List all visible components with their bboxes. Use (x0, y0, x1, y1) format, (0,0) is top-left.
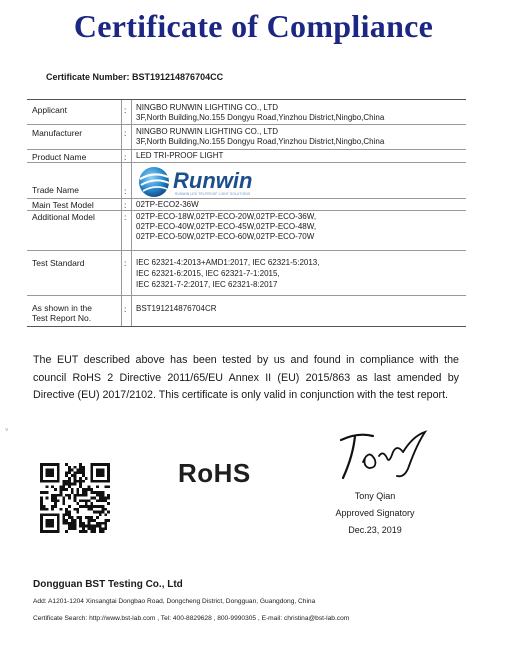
page-marker: ˅ (5, 428, 9, 434)
additional-model-line: 02TP-ECO-40W,02TP-ECO-45W,02TP-ECO-48W, (136, 222, 317, 231)
test-report-number: BST191214876704CR (136, 304, 217, 313)
colon: : (124, 258, 127, 268)
test-report-label: Test Report No. (32, 313, 92, 323)
test-report-label: As shown in the (32, 303, 93, 313)
signatory-role: Approved Signatory (335, 508, 415, 518)
main-test-model-label: Main Test Model (32, 200, 94, 210)
trade-name-logo-tagline: RUNWIN LED TRI-PROOF LIGHT SOLUTIONS (175, 192, 251, 196)
additional-model-line: 02TP-ECO-18W,02TP-ECO-20W,02TP-ECO-36W, (136, 212, 317, 221)
trade-name-label: Trade Name (32, 185, 79, 195)
column-divider (121, 100, 122, 326)
row-divider (27, 149, 466, 150)
test-standard-line: IEC 62321-7-2:2017, IEC 62321-8:2017 (136, 280, 278, 289)
rohs-mark: RoHS (178, 458, 251, 488)
certificate-number: Certificate Number: BST191214876704CC (46, 72, 224, 82)
qr-code (40, 463, 110, 533)
manufacturer-label: Manufacturer (32, 128, 83, 138)
colon: : (124, 304, 127, 314)
row-divider (27, 162, 466, 163)
issuer-address: Add: A1201-1204 Xinsangtai Dongbao Road, Dongcheng District, Dongguan, Guangdong, China (33, 598, 316, 605)
colon: : (124, 212, 127, 222)
handwritten-signature (333, 422, 433, 484)
issuer-name: Dongguan BST Testing Co., Ltd (33, 579, 183, 590)
colon: : (124, 105, 127, 115)
manufacturer-name: NINGBO RUNWIN LIGHTING CO., LTD (136, 127, 279, 136)
colon: : (124, 152, 127, 162)
applicant-label: Applicant (32, 105, 67, 115)
test-standard-line: IEC 62321-4:2013+AMD1:2017, IEC 62321-5:2013, (136, 258, 320, 267)
main-test-model-value: 02TP-ECO2-36W (136, 200, 199, 209)
manufacturer-address: 3F,North Building,No.155 Dongyu Road,Yinzhou District,Ningbo,China (136, 137, 385, 146)
compliance-statement: The EUT described above has been tested by us and found in compliance with the council RoHS 2 Directive 2011/65/EU Annex II (EU) 2015/863 as last amended by Directive (EU) 2017/2102. This certificate is only valid in conjunction with the test report. (33, 354, 459, 401)
row-divider (27, 295, 466, 296)
issuer-contact: Certificate Search: http://www.bst-lab.com , Tel: 400-8829628 , 800-9990305 , E-mail: christina@bst-lab.com (33, 615, 350, 622)
additional-model-line: 02TP-ECO-50W,02TP-ECO-60W,02TP-ECO-70W (136, 232, 315, 241)
test-standard-line: IEC 62321-6:2015, IEC 62321-7-1:2015, (136, 269, 280, 278)
row-divider (27, 124, 466, 125)
certificate-details-table (27, 99, 466, 327)
product-name-value: LED TRI-PROOF LIGHT (136, 151, 224, 160)
colon: : (124, 186, 127, 196)
signatory-name: Tony Qian (354, 491, 396, 501)
applicant-address: 3F,North Building,No.155 Dongyu Road,Yinzhou District,Ningbo,China (136, 113, 385, 122)
row-divider (27, 250, 466, 251)
colon: : (124, 128, 127, 138)
product-name-label: Product Name (32, 152, 87, 162)
test-standard-label: Test Standard (32, 258, 85, 268)
additional-model-label: Additional Model (32, 212, 95, 222)
runwin-logo (137, 165, 253, 199)
colon: : (124, 200, 127, 210)
certificate-title: Certificate of Compliance (73, 8, 434, 44)
applicant-name: NINGBO RUNWIN LIGHTING CO., LTD (136, 103, 279, 112)
signature-date: Dec.23, 2019 (348, 525, 402, 535)
trade-name-logo-text: Runwin (173, 168, 253, 193)
column-divider (131, 100, 132, 326)
runwin-globe-icon (137, 165, 173, 199)
